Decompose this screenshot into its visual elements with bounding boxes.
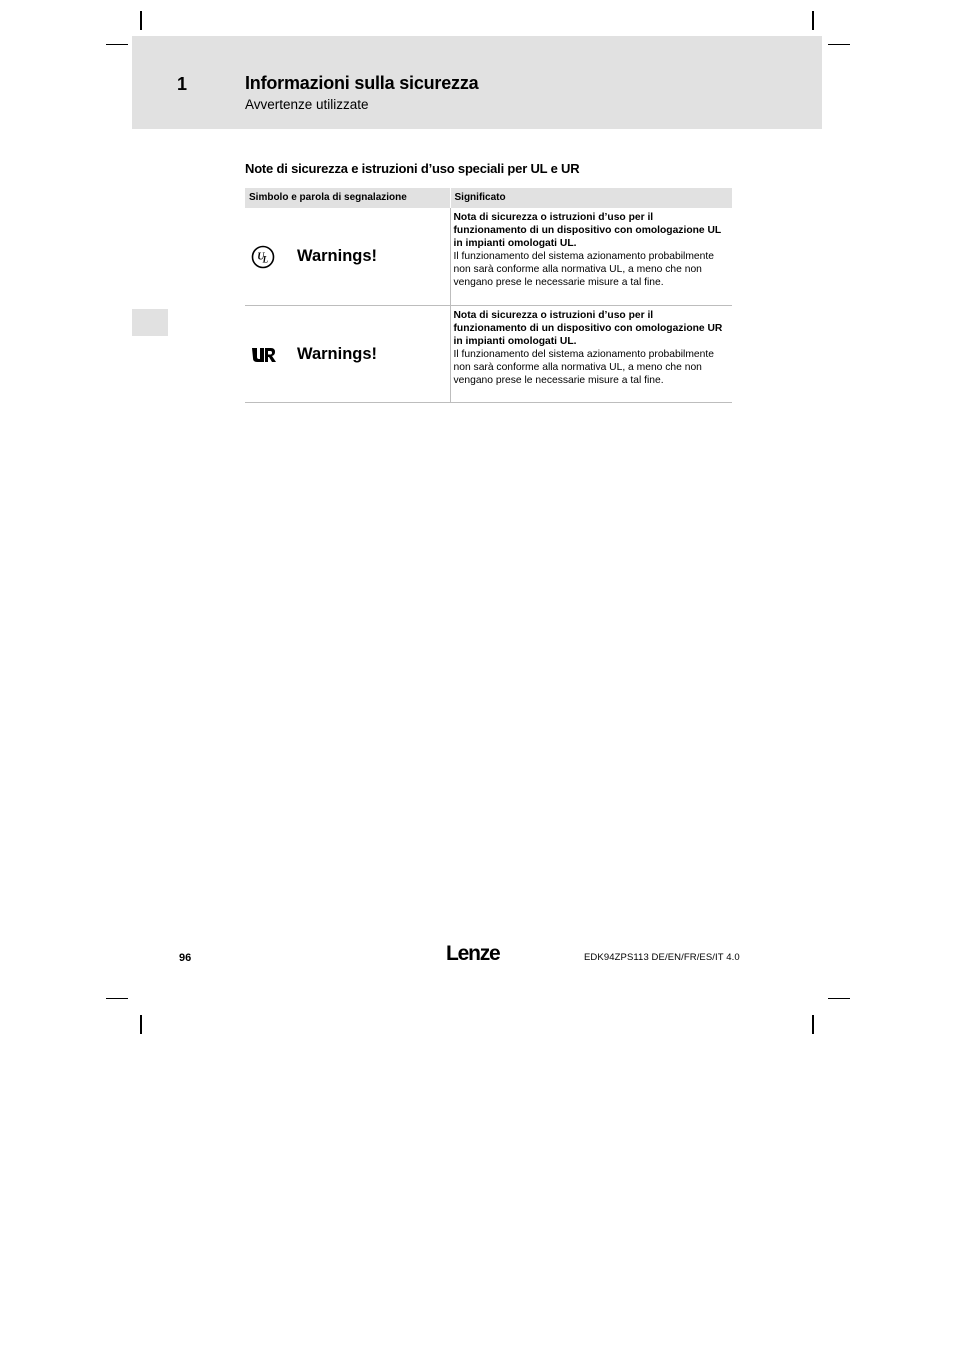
crop-mark	[828, 998, 850, 999]
crop-mark	[106, 44, 128, 45]
svg-text:U: U	[257, 251, 265, 262]
meaning-bold-text: Nota di sicurezza o istruzioni d’uso per il funzionamento di un dispositivo con omologazione UL in impianti omologati UL.	[453, 212, 722, 249]
column-header-meaning: Significato	[450, 188, 732, 208]
signal-word-table	[245, 188, 732, 403]
chapter-title: Informazioni sulla sicurezza	[245, 73, 479, 93]
symbol-cell	[245, 306, 450, 403]
lenze-logo: Lenze	[446, 942, 500, 965]
meaning-cell	[450, 306, 732, 403]
column-header-symbol: Simbolo e parola di segnalazione	[245, 188, 450, 208]
crop-mark	[140, 1015, 142, 1034]
page-number: 96	[179, 952, 192, 964]
crop-mark	[812, 1015, 814, 1034]
crop-mark	[828, 44, 850, 45]
table-row	[245, 208, 732, 306]
chapter-number: 1	[177, 74, 188, 94]
signal-word: Warnings!	[297, 247, 378, 265]
meaning-text: Il funzionamento del sistema azionamento probabilmente non sarà conforme alla normativa UL, a meno che non vengano prese le necessarie misure a tal fine.	[453, 251, 714, 288]
side-tab-marker	[132, 309, 168, 336]
meaning-cell	[450, 208, 732, 306]
ur-recognized-icon	[245, 345, 281, 363]
meaning-text: Il funzionamento del sistema azionamento probabilmente non sarà conforme alla normativa UL, a meno che non vengano prese le necessarie misure a tal fine.	[453, 349, 714, 386]
symbol-cell	[245, 208, 450, 306]
document-code: EDK94ZPS113 DE/EN/FR/ES/IT 4.0	[584, 952, 740, 963]
crop-mark	[812, 11, 814, 30]
table-row	[245, 306, 732, 403]
chapter-subtitle: Avvertenze utilizzate	[245, 97, 369, 112]
svg-text:L: L	[262, 254, 269, 264]
section-heading: Note di sicurezza e istruzioni d’uso speciali per UL e UR	[245, 161, 580, 176]
crop-mark	[106, 998, 128, 999]
table-header-row	[245, 188, 732, 208]
crop-mark	[140, 11, 142, 30]
signal-word: Warnings!	[297, 344, 378, 363]
ul-listed-icon	[245, 245, 281, 269]
meaning-bold-text: Nota di sicurezza o istruzioni d’uso per il funzionamento di un dispositivo con omologazione UR in impianti omologati UL.	[453, 310, 723, 347]
